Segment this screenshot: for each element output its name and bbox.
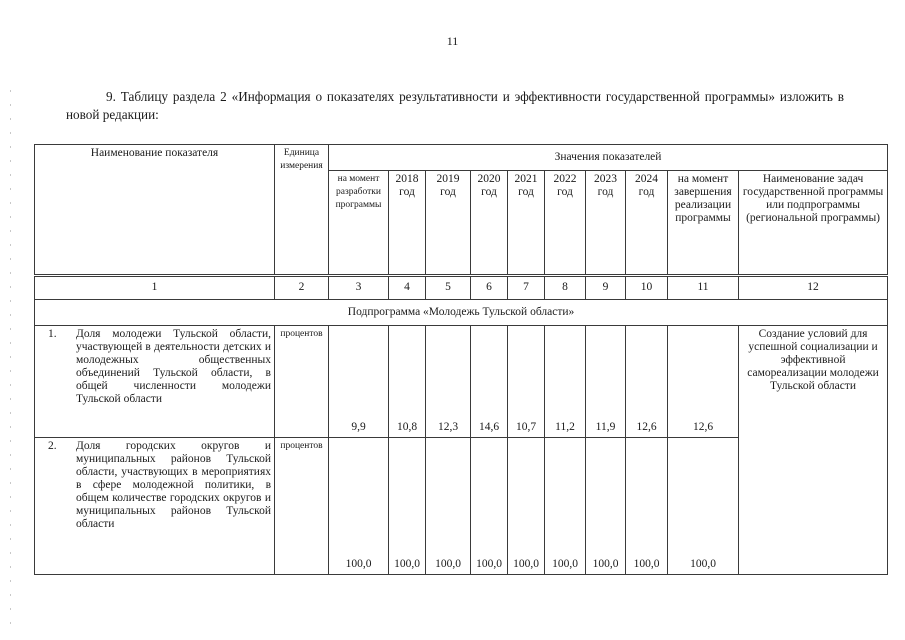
header-year-2022: 2022 год: [545, 171, 586, 275]
page-number: 11: [446, 34, 459, 48]
indicator-name: Доля городских округов и муниципальных районов Тульской области, участвующих в мероприятиях в сфере молодежной политики, в общем количестве городских округов и муниципальных районов Тульской области: [76, 440, 271, 531]
header-indicator-name: Наименование показателя: [35, 145, 275, 276]
value-2019: 12,3: [426, 325, 471, 438]
value-at-development: 100,0: [329, 438, 389, 575]
indicator-unit: процентов: [275, 325, 329, 438]
value-2023: 11,9: [586, 325, 626, 438]
header-year-2019: 2019 год: [426, 171, 471, 275]
column-number: 2: [275, 275, 329, 299]
subprogram-title: Подпрограмма «Молодежь Тульской области»: [35, 299, 888, 325]
value-2024: 12,6: [626, 325, 668, 438]
value-2020: 100,0: [471, 438, 508, 575]
margin-scan-marks: [10, 90, 11, 630]
value-2021: 100,0: [508, 438, 545, 575]
header-at-completion: на момент завершения реализации программы: [668, 171, 739, 275]
value-2021: 10,7: [508, 325, 545, 438]
header-year-2024: 2024 год: [626, 171, 668, 275]
column-number: 9: [586, 275, 626, 299]
value-2022: 11,2: [545, 325, 586, 438]
subprogram-row: [35, 299, 888, 325]
task-description: Создание условий для успешной социализации и эффективной самореализации молодежи Тульской области: [739, 325, 888, 574]
indicator-name: Доля молодежи Тульской области, участвующей в деятельности детских и молодежных общественных объединений Тульской области, в общей численности молодежи Тульской области: [76, 327, 271, 405]
header-year-2023: 2023 год: [586, 171, 626, 275]
column-number: 12: [739, 275, 888, 299]
header-row-1: [35, 145, 888, 171]
value-2022: 100,0: [545, 438, 586, 575]
column-number: 5: [426, 275, 471, 299]
indicator-number: 2.: [48, 440, 57, 453]
intro-paragraph: 9. Таблицу раздела 2 «Информация о показателях результативности и эффективности государственной программы» изложить в новой редакции:: [66, 89, 844, 122]
header-tasks: Наименование задач государственной программы или подпрограммы (региональной программы): [739, 171, 888, 275]
value-at-completion: 12,6: [668, 325, 739, 438]
header-unit: Единица измерения: [275, 145, 329, 276]
header-values-group: Значения показателей: [329, 145, 888, 171]
column-number: 7: [508, 275, 545, 299]
column-number: 1: [35, 275, 275, 299]
column-number: 4: [389, 275, 426, 299]
value-2023: 100,0: [586, 438, 626, 575]
header-year-2020: 2020 год: [471, 171, 508, 275]
column-number: 3: [329, 275, 389, 299]
value-at-development: 9,9: [329, 325, 389, 438]
header-at-development: на момент разработки программы: [329, 171, 389, 275]
value-at-completion: 100,0: [668, 438, 739, 575]
column-number: 11: [668, 275, 739, 299]
indicator-number: 1.: [48, 327, 57, 340]
indicators-table: [34, 144, 888, 575]
value-2018: 10,8: [389, 325, 426, 438]
value-2019: 100,0: [426, 438, 471, 575]
column-number: 8: [545, 275, 586, 299]
table-row: [35, 325, 888, 438]
value-2018: 100,0: [389, 438, 426, 575]
header-year-2018: 2018 год: [389, 171, 426, 275]
value-2024: 100,0: [626, 438, 668, 575]
column-number: 10: [626, 275, 668, 299]
indicator-cell: [35, 438, 275, 575]
header-year-2021: 2021 год: [508, 171, 545, 275]
indicator-unit: процентов: [275, 438, 329, 575]
indicator-cell: [35, 325, 275, 438]
column-numbers-row: [35, 275, 888, 299]
value-2020: 14,6: [471, 325, 508, 438]
column-number: 6: [471, 275, 508, 299]
